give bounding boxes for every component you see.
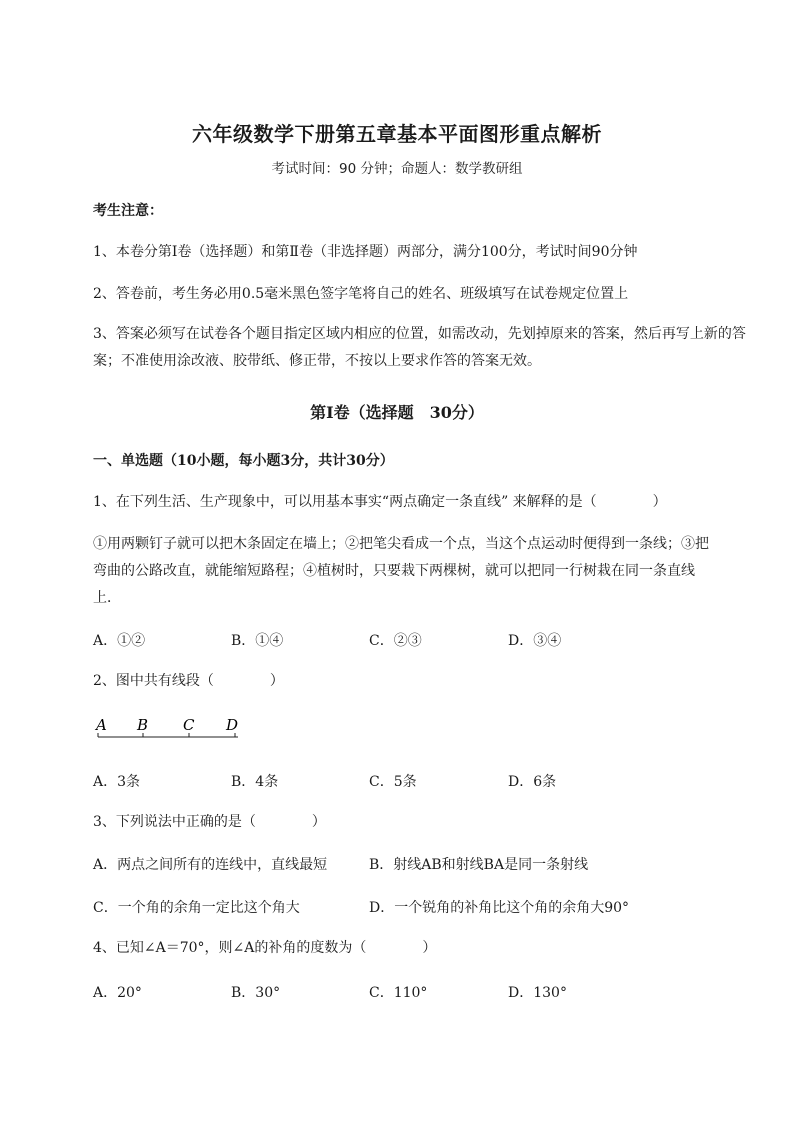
question-3-option-a[interactable]: A．两点之间所有的连线中，直线最短 — [93, 857, 328, 873]
point-label-c: C — [183, 716, 195, 734]
question-1-stem: 1、在下列生活、生产现象中，可以用基本事实“两点确定一条直线” 来解释的是（ ） — [93, 494, 667, 510]
part1-heading: 第Ⅰ卷（选择题 30分） — [310, 403, 484, 422]
point-label-b: B — [137, 716, 149, 734]
point-label-a: A — [96, 716, 107, 734]
question-2-option-a[interactable]: A．3条 — [93, 774, 141, 790]
notice-item-2: 2、答卷前，考生务必用0.5毫米黑色签字笔将自己的姓名、班级填写在试卷规定位置上 — [93, 286, 629, 302]
question-2-option-c[interactable]: C．5条 — [369, 774, 417, 790]
notice-item-3: 3、答案必须写在试卷各个题目指定区域内相应的位置，如需改动，先划掉原来的答案，然后再写上新的答案；不准使用涂改液、胶带纸、修正带，不按以上要求作答的答案无效。 — [93, 326, 746, 369]
question-2-stem: 2、图中共有线段（ ） — [93, 673, 284, 689]
question-1-option-c[interactable]: C．②③ — [369, 633, 422, 649]
point-label-d: D — [226, 716, 239, 734]
question-1-option-a[interactable]: A．①② — [93, 633, 146, 649]
question-4-stem: 4、已知∠A＝70°，则∠A的补角的度数为（ ） — [93, 940, 437, 956]
section-heading: 一、单选题（10小题，每小题3分，共计30分） — [93, 453, 394, 469]
question-4-option-c[interactable]: C．110° — [369, 985, 428, 1001]
question-4-option-b[interactable]: B．30° — [231, 985, 281, 1001]
question-3-stem: 3、下列说法中正确的是（ ） — [93, 814, 326, 830]
question-1-option-b[interactable]: B．①④ — [231, 633, 284, 649]
notice-heading: 考生注意： — [93, 203, 163, 219]
question-1-detail-line-3: 上． — [93, 590, 121, 606]
notice-item-1: 1、本卷分第Ⅰ卷（选择题）和第Ⅱ卷（非选择题）两部分，满分100分，考试时间90分钟 — [93, 244, 638, 260]
exam-subtitle: 考试时间：90 分钟；命题人：数学教研组 — [271, 161, 523, 177]
exam-title: 六年级数学下册第五章基本平面图形重点解析 — [192, 122, 602, 146]
question-4-option-d[interactable]: D．130° — [508, 985, 567, 1001]
question-2-option-b[interactable]: B．4条 — [231, 774, 279, 790]
question-3-option-c[interactable]: C．一个角的余角一定比这个角大 — [93, 900, 300, 916]
question-3-option-d[interactable]: D．一个锐角的补角比这个角的余角大90° — [369, 900, 630, 916]
question-3-option-b[interactable]: B．射线AB和射线BA是同一条射线 — [369, 857, 589, 873]
question-2-option-d[interactable]: D．6条 — [508, 774, 557, 790]
question-4-option-a[interactable]: A．20° — [93, 985, 142, 1001]
line-segment-figure — [93, 714, 243, 744]
question-1-option-d[interactable]: D．③④ — [508, 633, 562, 649]
question-1-detail-line-1: ①用两颗钉子就可以把木条固定在墙上；②把笔尖看成一个点，当这个点运动时便得到一条线；③把 — [93, 536, 709, 552]
question-1-detail-line-2: 弯曲的公路改直，就能缩短路程；④植树时，只要栽下两棵树，就可以把同一行树栽在同一条直线 — [93, 563, 695, 579]
